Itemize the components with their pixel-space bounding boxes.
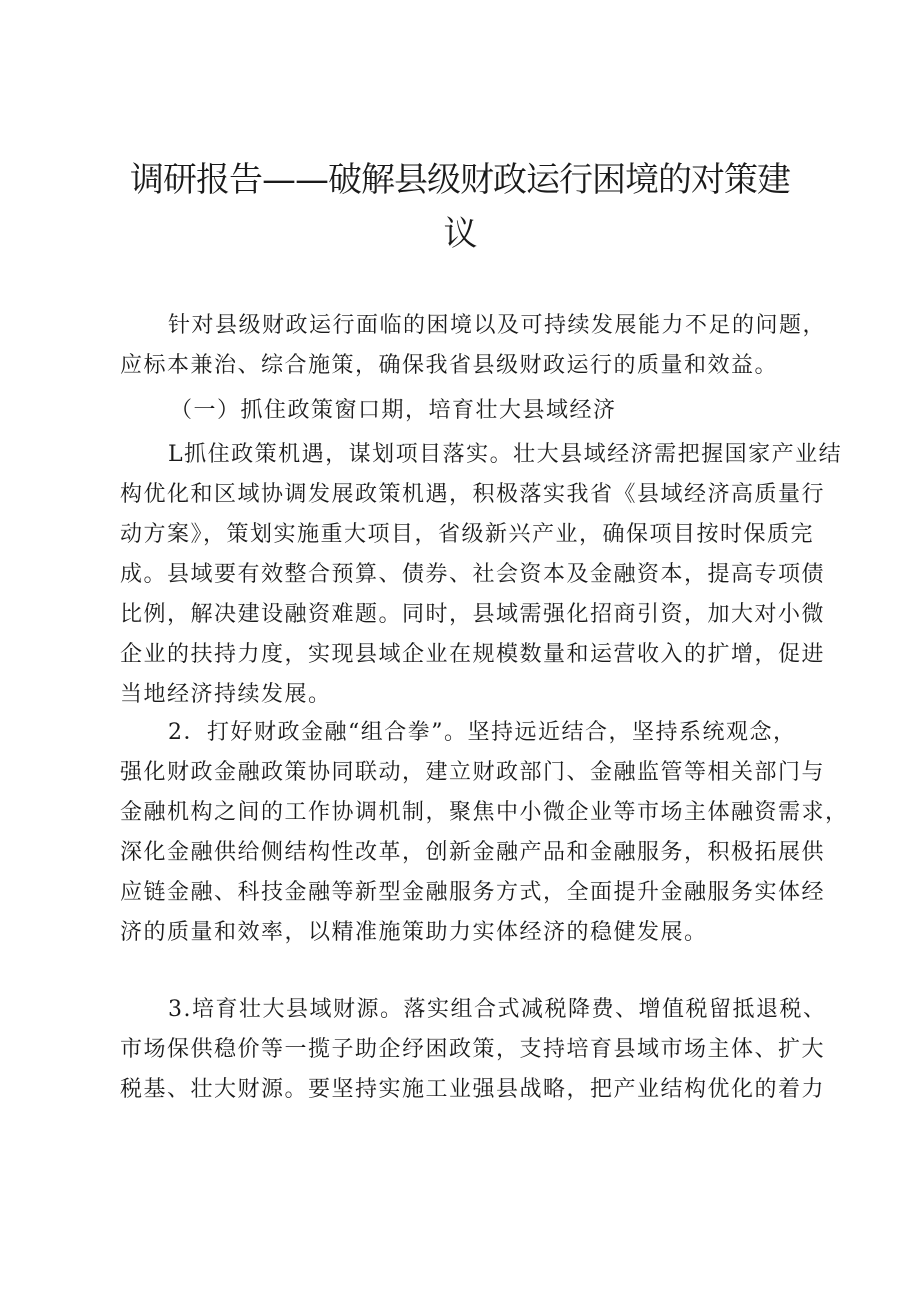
intro-paragraph xyxy=(120,306,826,386)
item-1-line: L抓住政策机遇，谋划项目落实。壮大县域经济需把握国家产业结 xyxy=(168,442,843,467)
item-2-line: 2．打好财政金融“组合拳”。坚持远近结合，坚持系统观念， xyxy=(168,720,797,745)
document-title-line-2: 议 xyxy=(443,214,477,254)
item-1-line: 比例，解决建设融资难题。同时，县域需强化招商引资，加大对小微 xyxy=(120,602,826,627)
item-2-line: 济的质量和效率，以精准施策助力实体经济的稳健发展。 xyxy=(120,920,708,945)
item-1-line: 当地经济持续发展。 xyxy=(120,682,332,707)
item-2-line: 金融机构之间的工作协调机制，聚焦中小微企业等市场主体融资需求， xyxy=(120,800,849,825)
document-title-line-1: 调研报告——破解县级财政运行困境的对策建 xyxy=(130,160,790,200)
item-1-line: 构优化和区域协调发展政策机遇，积极落实我省《县域经济高质量行 xyxy=(120,482,826,507)
item-3-line: 3.培育壮大县域财源。落实组合式减税降费、增值税留抵退税、 xyxy=(168,997,827,1022)
section-heading: （一）抓住政策窗口期，培育壮大县域经济 xyxy=(170,398,617,423)
intro-line: 针对县级财政运行面临的困境以及可持续发展能力不足的问题， xyxy=(168,313,827,338)
item-1-line: 成。县域要有效整合预算、债券、社会资本及金融资本，提高专项债 xyxy=(120,562,826,587)
item-2-paragraph xyxy=(120,713,849,953)
item-1-paragraph xyxy=(120,435,842,715)
item-3-line: 税基、壮大财源。要坚持实施工业强县战略，把产业结构优化的着力 xyxy=(120,1077,826,1102)
item-1-line: 企业的扶持力度，实现县域企业在规模数量和运营收入的扩增，促进 xyxy=(120,642,826,667)
item-2-line: 深化金融供给侧结构性改革，创新金融产品和金融服务，积极拓展供 xyxy=(120,840,826,865)
item-2-line: 强化财政金融政策协同联动，建立财政部门、金融监管等相关部门与 xyxy=(120,760,826,785)
item-3-paragraph xyxy=(120,990,827,1110)
item-3-line: 市场保供稳价等一揽子助企纾困政策，支持培育县域市场主体、扩大 xyxy=(120,1037,826,1062)
item-2-line: 应链金融、科技金融等新型金融服务方式，全面提升金融服务实体经 xyxy=(120,880,826,905)
intro-line: 应标本兼治、综合施策，确保我省县级财政运行的质量和效益。 xyxy=(120,353,779,378)
item-1-line: 动方案》，策划实施重大项目，省级新兴产业，确保项目按时保质完 xyxy=(120,522,815,547)
